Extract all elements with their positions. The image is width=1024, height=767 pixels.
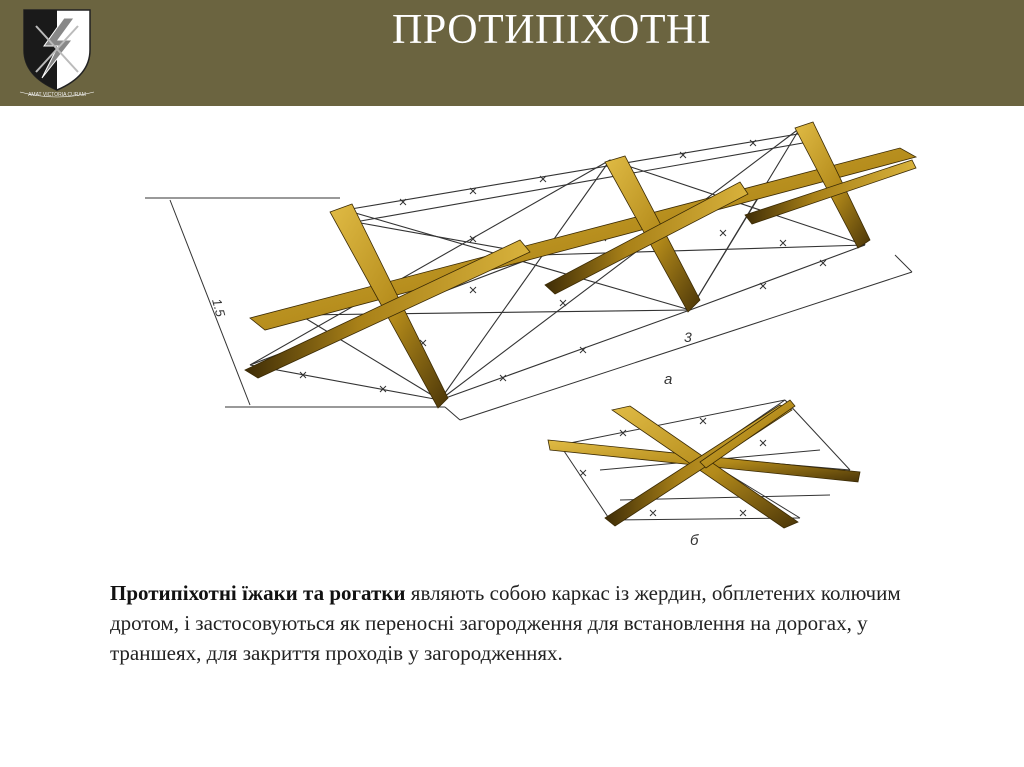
description-body: являють собою каркас із жердин, обплетених колючим дротом, і застосовуються як переносні загородження для встановлення на дорогах, у траншеях, для закриття проходів у загородженнях. xyxy=(110,581,901,665)
dimension-lines xyxy=(145,198,912,420)
dimension-height-label: 1.5 xyxy=(209,296,229,319)
figure-label-a: а xyxy=(664,371,673,388)
wooden-poles-b xyxy=(548,400,860,528)
description-text xyxy=(110,578,950,668)
obstacle-illustration xyxy=(0,106,1024,566)
unit-emblem-logo xyxy=(14,6,100,98)
figure-label-b: б xyxy=(690,532,699,549)
dimension-length-label: 3 xyxy=(684,329,692,345)
description-term: Протипіхотні їжаки та рогатки xyxy=(110,581,406,605)
header-bar xyxy=(0,0,1024,106)
page-title: ПРОТИПІХОТНІ xyxy=(392,7,712,53)
logo-motto: AMAT VICTORIA CURAM xyxy=(28,92,86,98)
barbed-wire-frame-a xyxy=(250,128,865,400)
wooden-poles-a xyxy=(245,122,916,408)
